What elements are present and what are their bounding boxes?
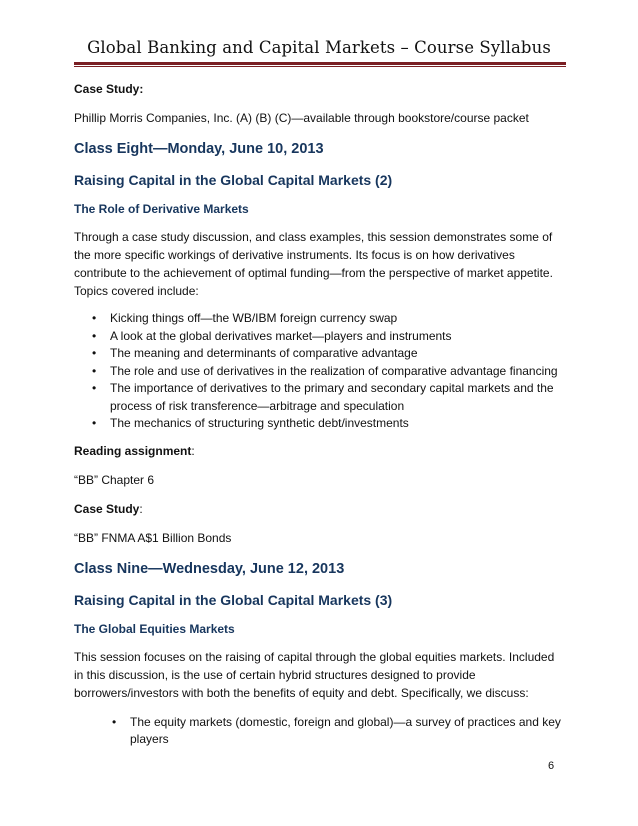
reading-assignment-text: “BB” Chapter 6 [74,472,155,487]
bullet-icon: • [92,381,97,395]
case-study-text: Phillip Morris Companies, Inc. (A) (B) (C)—available through bookstore/course packet [74,111,529,125]
class-nine-topic-list [74,714,564,749]
list-item: • Kicking things off—the WB/IBM foreign currency swap [74,310,564,328]
reading-assignment-label: Reading assignment [74,443,192,458]
class-eight-topic: The Role of Derivative Markets [74,202,249,216]
case-study-label: Case Study: [74,82,144,96]
class-nine-intro: This session focuses on the raising of capital through the global equities markets. Included in this discussion, is the use of certain hybrid structures designed to provide borrowers/investors with both the benefits of equity and debt. Specifically, we discuss: [74,649,555,700]
bullet-icon: • [112,714,117,729]
header-rule-thin [74,66,566,67]
header-title: Global Banking and Capital Markets – Course Syllabus [87,38,551,57]
case-study-2: Case Study: [74,501,143,516]
list-item: • The importance of derivatives to the primary and secondary capital markets and the process of risk transference—arbitrage and speculation [92,381,554,413]
class-eight-topic-list [74,310,564,433]
page-content [74,80,564,758]
case-study-2-text: “BB” FNMA A$1 Billion Bonds [74,530,232,545]
class-nine-title: Class Nine—Wednesday, June 12, 2013 [74,560,345,577]
list-item: • The role and use of derivatives in the realization of comparative advantage financing [74,363,564,381]
class-eight-intro: Through a case study discussion, and class examples, this session demonstrates some of the more specific workings of derivative instruments. Its focus is on how derivatives contribute to the achievement of optimal funding—from the perspective of market appetite. Topics covered include: [74,230,553,298]
class-eight-subtitle: Raising Capital in the Global Capital Markets (2) [74,172,393,188]
class-nine-subtitle: Raising Capital in the Global Capital Markets (3) [74,591,393,608]
bullet-icon: • [92,416,97,430]
bullet-icon: • [92,311,97,325]
class-nine-topic: The Global Equities Markets [74,621,235,636]
class-eight-title: Class Eight—Monday, June 10, 2013 [74,141,324,157]
header-rule [74,62,566,65]
page-number: 6 [548,760,555,772]
case-study-2-label: Case Study [74,501,140,516]
reading-assignment: Reading assignment: [74,443,195,458]
list-item: • A look at the global derivatives market—players and instruments [74,328,564,346]
list-item: • The mechanics of structuring synthetic debt/investments [74,415,564,433]
list-item: • The equity markets (domestic, foreign and global)—a survey of practices and key players [112,714,561,746]
list-item: • The meaning and determinants of comparative advantage [74,345,564,363]
bullet-icon: • [92,346,97,360]
bullet-icon: • [92,363,97,378]
bullet-icon: • [92,328,97,343]
